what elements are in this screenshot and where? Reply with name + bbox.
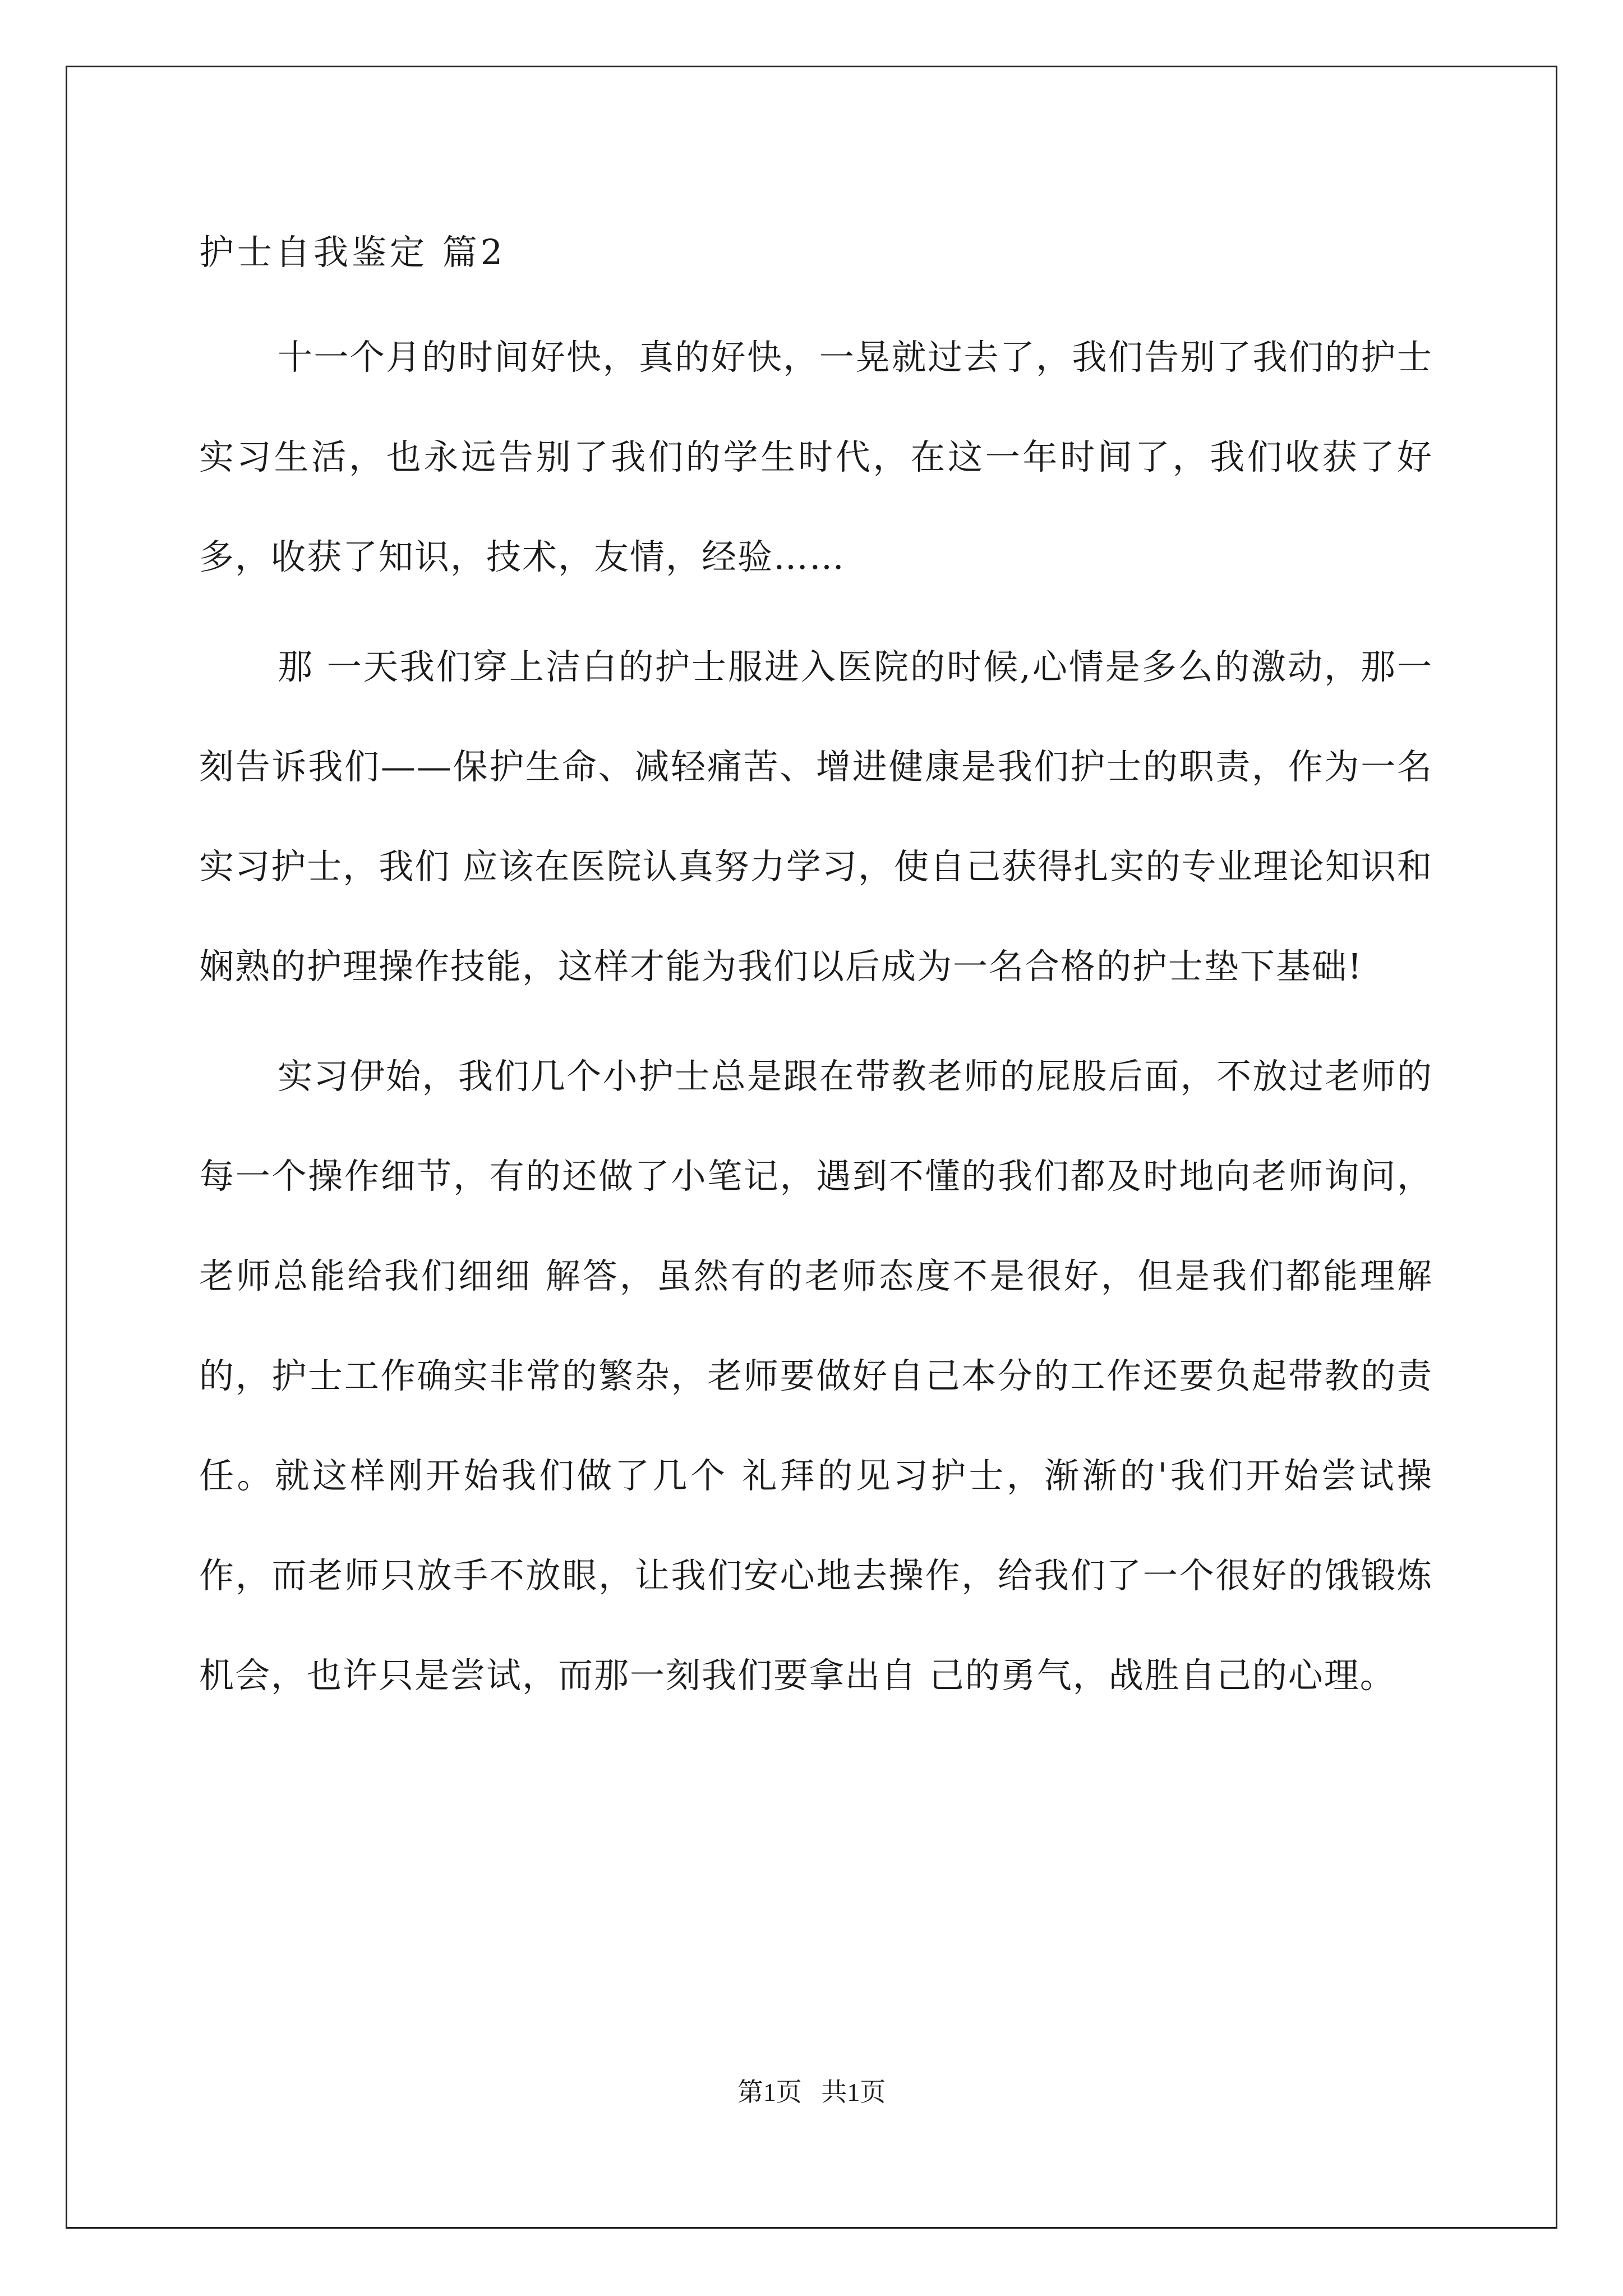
document-title: 护士自我鉴定 篇2	[199, 232, 506, 273]
paragraph-2: 那 一天我们穿上洁白的护士服进入医院的时候,心情是多么的激动，那一刻告诉我们——保护生命、减轻痛苦、增进健康是我们护士的职责，作为一名实习护士，我们 应该在医院认真努力学习，使自己获得扎实的专业理论知识和娴熟的护理操作技能，这样才能为我们以后成为一名合格的护士垫下基础!	[199, 646, 1433, 987]
page-footer: 第1页 共1页	[737, 2078, 886, 2106]
document-body	[199, 208, 1433, 1726]
paragraph-1: 十一个月的时间好快，真的好快，一晃就过去了，我们告别了我们的护士实习生活，也永远告别了我们的学生时代，在这一年时间了，我们收获了好多，收获了知识，技术，友情，经验……	[199, 337, 1433, 577]
paragraph-3: 实习伊始，我们几个小护士总是跟在带教老师的屁股后面，不放过老师的每一个操作细节，有的还做了小笔记，遇到不懂的我们都及时地向老师询问，老师总能给我们细细 解答，虽然有的老师态度不是很好，但是我们都能理解的，护士工作确实非常的繁杂，老师要做好自己本分的工作还要负起带教的责任。就这样刚开始我们做了几个 礼拜的见习护士，渐渐的'我们开始尝试操作，而老师只放手不放眼，让我们安心地去操作，给我们了一个很好的饿锻炼机会，也许只是尝试，而那一刻我们要拿出自 己的勇气，战胜自己的心理。	[199, 1056, 1433, 1696]
